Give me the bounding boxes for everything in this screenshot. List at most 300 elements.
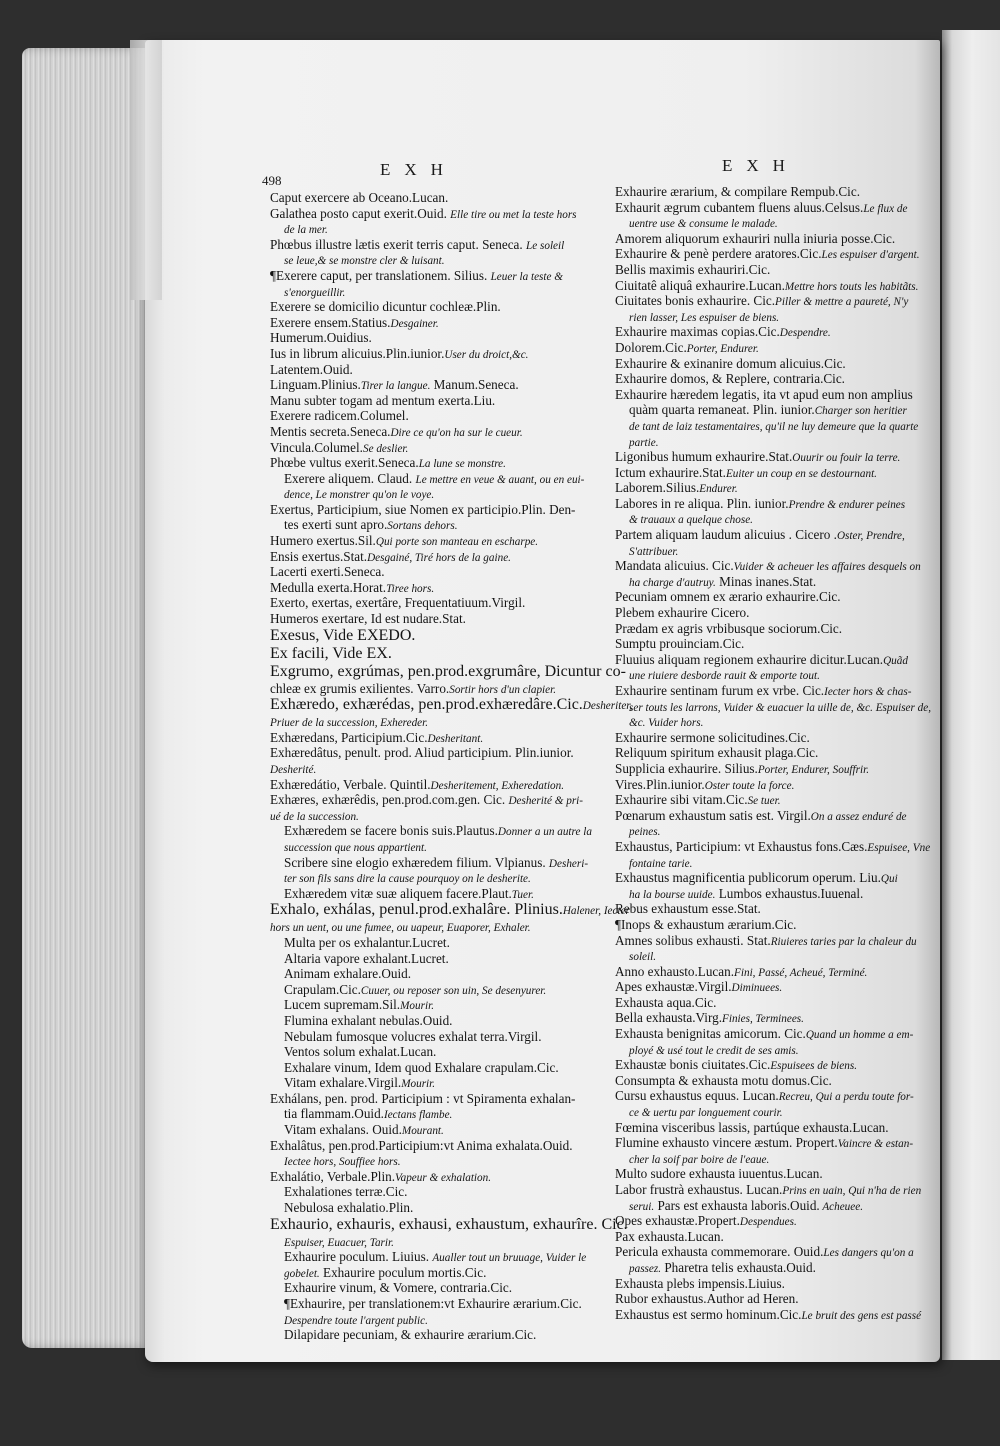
latin-text: Fœmina visceribus lassis, partúque exhausta.Lucan.: [615, 1119, 889, 1135]
latin-text: Exhæres, exhærêdis, pen.prod.com.gen. Cic.: [270, 792, 509, 808]
french-gloss: Le bruit des gens est passé: [801, 1309, 922, 1322]
french-gloss: Riuieres taries par la chaleur du: [770, 935, 917, 948]
dictionary-line: [615, 839, 935, 855]
latin-text: Nebulosa exhalatio.Plin.: [284, 1200, 414, 1216]
french-gloss: Prendre & endurer peines: [788, 498, 906, 511]
dictionary-line: [270, 1013, 610, 1029]
french-gloss: Endurer.: [699, 483, 738, 496]
dictionary-line: [615, 231, 935, 247]
page-number: 498: [262, 173, 282, 188]
french-gloss: de la mer.: [284, 224, 328, 237]
latin-text: Ciuitatê aliquâ exhaurire.Lucan.: [615, 277, 785, 293]
latin-text: Exertus, Participium, siue Nomen ex participio.Plin. Den-: [270, 501, 576, 517]
latin-text: Exhaurire domos, & Replere, contraria.Cic.: [615, 371, 845, 387]
dictionary-line: [615, 1276, 935, 1292]
dictionary-line: [615, 808, 935, 824]
dictionary-line: [270, 1029, 610, 1045]
dictionary-line: [615, 1120, 935, 1136]
dictionary-line: [615, 246, 935, 262]
latin-text: Lumbos exhaustus.Iuuenal.: [715, 885, 864, 901]
dictionary-line: [615, 262, 935, 278]
dictionary-line: [270, 1060, 610, 1076]
latin-text: Exhaurire poculum. Liuius.: [284, 1249, 433, 1265]
dictionary-line: [615, 621, 935, 637]
french-gloss: Desherité & pri-: [508, 795, 584, 808]
french-gloss: passez.: [629, 1262, 662, 1275]
latin-text: Rebus exhaustum esse.Stat.: [615, 901, 761, 917]
french-gloss: Les espuiser d'argent.: [821, 249, 920, 262]
latin-text: ¶Exhaurire, per translationem:vt Exhaurire ærarium.Cic.: [284, 1296, 582, 1311]
latin-text: Dolorem.Cic.: [615, 339, 687, 355]
french-gloss: Vapeur & exhalation.: [395, 1171, 492, 1184]
dictionary-line: [615, 652, 935, 668]
latin-text: Fluuius aliquam regionem exhaurire dicitur.Lucan.: [615, 651, 884, 667]
latin-text: Flumine exhausto vincere æstum. Propert.: [615, 1135, 838, 1151]
dictionary-line: [615, 402, 935, 418]
latin-text: Exhaurire & penè perdere aratores.Cic.: [615, 246, 822, 262]
dictionary-line: [270, 1153, 610, 1169]
dictionary-line: [615, 1260, 935, 1276]
latin-text: Exhæredem se facere bonis suis.Plautus.: [284, 823, 498, 839]
dictionary-line: [615, 387, 935, 403]
latin-text: Exhaurire maximas copias.Cic.: [615, 324, 780, 340]
french-gloss: ce & uertu par longuement courir.: [629, 1107, 783, 1120]
dictionary-line: [270, 564, 610, 580]
latin-text: Pœnarum exhaustum satis est. Virgil.: [615, 807, 811, 823]
latin-text: Pharetra telis exhausta.Ouid.: [661, 1259, 816, 1275]
dictionary-line: [615, 1213, 935, 1229]
dictionary-line: [615, 200, 935, 216]
latin-text: Crapulam.Cic.: [284, 981, 361, 997]
french-gloss: Vaincre & estan-: [837, 1138, 914, 1151]
french-gloss: ser touts les larrons, Vuider & euacuer la uille de, &c. Espuiser de,: [629, 701, 932, 714]
dictionary-line: [270, 611, 610, 627]
latin-text: Caput exercere ab Oceano.Lucan.: [270, 190, 449, 205]
dictionary-line: [615, 543, 935, 559]
french-gloss: ployé & usé tout le credit de ses amis.: [629, 1044, 799, 1057]
latin-text: Opes exhaustæ.Propert.: [615, 1213, 740, 1229]
latin-text: Exhæredâtus, penult. prod. Aliud participium. Plin.iunior.: [270, 745, 574, 761]
french-gloss: Oster, Prendre,: [836, 530, 905, 543]
french-gloss: Le soleil: [526, 239, 565, 252]
dictionary-line: [270, 190, 610, 206]
dictionary-line: [270, 901, 630, 919]
french-gloss: gobelet.: [284, 1267, 320, 1280]
latin-text: Humerum.Ouidius.: [270, 330, 372, 346]
latin-text: Exhausta benignitas amicorum. Cic.: [615, 1026, 806, 1042]
latin-text: Exhaurire sentinam furum ex vrbe. Cic.: [615, 683, 825, 698]
dictionary-line: [270, 997, 610, 1013]
latin-text: Exhaurire sibi vitam.Cic.: [615, 792, 748, 808]
dictionary-line: [615, 1151, 935, 1167]
latin-text: Altaria vapore exhalant.Lucret.: [284, 950, 449, 966]
dictionary-line: [615, 496, 935, 512]
french-gloss: Charger son heritier: [814, 405, 907, 418]
french-gloss: Tuer.: [511, 888, 534, 901]
french-gloss: fontaine tarie.: [629, 857, 693, 870]
french-gloss: serui.: [629, 1200, 655, 1213]
latin-text: Exhaurit ægrum cubantem fluens aluus.Celsus.: [615, 199, 864, 215]
latin-text: Humeros exertare, Id est nudare.Stat.: [270, 611, 466, 627]
french-gloss: Piller & mettre a paureté, N'y: [775, 296, 909, 309]
latin-text: Partem aliquam laudum alicuius . Cicero .: [615, 527, 837, 543]
latin-text: Consumpta & exhausta motu domus.Cic.: [615, 1072, 832, 1088]
latin-text: Phœbe vultus exerit.Seneca.: [270, 455, 419, 471]
latin-text: Scribere sine elogio exhæredem filium. Vlpianus.: [284, 854, 549, 870]
dictionary-line: [270, 1138, 610, 1154]
dictionary-line: [615, 605, 935, 621]
dictionary-line: [615, 901, 935, 917]
latin-text: Labores in re aliqua. Plin. iunior.: [615, 495, 789, 511]
dictionary-line: [615, 184, 935, 200]
latin-text: Exerto, exertas, exertâre, Frequentatiuum.Virgil.: [270, 595, 526, 611]
french-gloss: succession que nous appartient.: [284, 841, 427, 854]
dictionary-line: [270, 1312, 610, 1328]
dictionary-line: [270, 808, 610, 824]
french-gloss: Oster toute la force.: [704, 779, 795, 792]
latin-text: Exhalátio, Verbale.Plin.: [270, 1168, 396, 1184]
latin-text: Humero exertus.Sil.: [270, 533, 376, 549]
dictionary-line: [270, 1106, 610, 1122]
dictionary-line: [270, 362, 610, 378]
latin-text: Exhalare vinum, Idem quod Exhalare crapulam.Cic.: [284, 1059, 559, 1075]
dictionary-line: [615, 699, 935, 715]
latin-text: Exhæredem vitæ suæ aliquem facere.Plaut.: [284, 885, 512, 901]
latin-text: Prædam ex agris vrbibusque sociorum.Cic.: [615, 620, 843, 636]
dictionary-line: [615, 1244, 935, 1260]
latin-text: Exerere se domicilio dicuntur cochleæ.Plin.: [270, 299, 501, 315]
latin-text: Galathea posto caput exerit.Ouid.: [270, 205, 451, 221]
latin-text: Linguam.Plinius.: [270, 377, 361, 393]
french-gloss: S'attribuer.: [629, 545, 679, 558]
latin-text: Exhaurire vinum, & Vomere, contraria.Cic.: [284, 1280, 513, 1296]
french-gloss: Desgainer.: [390, 317, 439, 330]
latin-text: Exhæredo, exhærédas, pen.prod.exhæredâre.Cic.: [270, 696, 583, 714]
dictionary-line: [615, 1088, 935, 1104]
french-gloss: Porter, Endurer.: [686, 342, 759, 355]
french-gloss: Le flux de: [863, 202, 908, 215]
dictionary-line: [270, 299, 610, 315]
dictionary-line: [615, 324, 935, 340]
latin-text: Exhaurire & exinanire domum alicuius.Cic.: [615, 355, 846, 371]
dictionary-line: [615, 215, 935, 231]
dictionary-line: [615, 948, 935, 964]
dictionary-line: [615, 340, 935, 356]
dictionary-line: [270, 237, 610, 253]
repair-tape: [130, 40, 162, 300]
french-gloss: Desgainé, Tiré hors de la gaine.: [367, 551, 511, 564]
dictionary-line: [615, 1291, 935, 1307]
french-gloss: Le mettre en veue & auant, ou en eui-: [415, 473, 585, 486]
dictionary-line: [270, 645, 610, 663]
dictionary-line: [615, 683, 935, 699]
latin-text: Flumina exhalant nebulas.Ouid.: [284, 1012, 453, 1028]
latin-text: Exhalo, exhálas, penul.prod.exhalâre. Plinius.: [270, 901, 563, 919]
latin-text: Exhæredátio, Verbale. Quintil.: [270, 776, 431, 792]
latin-text: Exhaurio, exhauris, exhausi, exhaustum, exhaurîre. Cic.: [270, 1215, 628, 1233]
latin-text: tia flammam.Ouid.: [284, 1106, 384, 1122]
latin-text: Exhaustus magnificentia publicorum operum. Liu.: [615, 870, 881, 886]
latin-text: Exerere radicem.Columel.: [270, 408, 409, 424]
french-gloss: Aualler tout un bruuage, Vuider le: [432, 1252, 587, 1265]
dictionary-line: [270, 393, 610, 409]
dictionary-line: [615, 1104, 935, 1120]
latin-text: Medulla exerta.Horat.: [270, 579, 387, 595]
latin-text: Labor frustrà exhaustus. Lucan.: [615, 1182, 783, 1197]
dictionary-line: [270, 870, 610, 886]
dictionary-line: [615, 667, 935, 683]
dictionary-line: [270, 935, 610, 951]
latin-text: Apes exhaustæ.Virgil.: [615, 979, 732, 995]
french-gloss: Halener, Iecter: [562, 905, 630, 918]
latin-text: Exerere aliquem. Claud.: [284, 470, 416, 486]
french-gloss: Iectans flambe.: [383, 1109, 453, 1122]
french-gloss: Tirer la langue.: [360, 380, 431, 393]
dictionary-line: [270, 662, 626, 681]
latin-text: Pecuniam omnem ex ærario exhaurire.Cic.: [615, 589, 841, 605]
dictionary-line: [615, 449, 935, 465]
dictionary-line: [615, 480, 935, 496]
dictionary-line: [615, 636, 935, 652]
french-gloss: Se tuer.: [747, 795, 781, 808]
latin-text: Pax exhausta.Lucan.: [615, 1228, 724, 1244]
latin-text: Exhausta plebs impensis.Liuius.: [615, 1275, 785, 1291]
dictionary-line: [270, 1091, 610, 1107]
french-gloss: Desheri-: [548, 857, 589, 870]
latin-text: Laborem.Silius.: [615, 480, 700, 496]
dictionary-line: [270, 1184, 610, 1200]
french-gloss: Desherité.: [270, 764, 317, 776]
latin-text: Pericula exhausta commemorare. Ouid.: [615, 1244, 824, 1260]
latin-text: Multo sudore exhausta iuuentus.Lucan.: [615, 1166, 823, 1182]
french-gloss: Acheuee.: [819, 1200, 863, 1213]
french-gloss: Mourir.: [400, 1000, 434, 1013]
french-gloss: Espuisee, Vne: [867, 841, 931, 854]
latin-text: ¶Exerere caput, per translationem. Silius.: [270, 267, 491, 283]
dictionary-line: [270, 580, 610, 596]
dictionary-line: [615, 418, 935, 434]
facing-page: [942, 30, 1000, 1360]
latin-text: Vitam exhalans. Ouid.: [284, 1122, 402, 1138]
french-gloss: uentre use & consume le malade.: [629, 218, 778, 231]
dictionary-line: [615, 293, 935, 309]
dictionary-line: [270, 1215, 628, 1234]
dictionary-line: [615, 278, 935, 294]
dictionary-line: [615, 527, 935, 543]
french-gloss: Cuuer, ou reposer son uin, Se desenyurer.: [360, 984, 547, 997]
latin-text: Dilapidare pecuniam, & exhaurire ærarium.Cic.: [284, 1327, 537, 1343]
latin-text: Exhálans, pen. prod. Participium : vt Spiramenta exhalan-: [270, 1090, 576, 1106]
latin-text: Minas inanes.Stat.: [715, 573, 817, 589]
latin-text: Exhausta aqua.Cic.: [615, 994, 717, 1010]
dictionary-line: [270, 517, 610, 533]
dictionary-line: [615, 1182, 935, 1198]
latin-text: ¶Inops & exhaustum ærarium.Cic.: [615, 916, 797, 932]
dictionary-line: [270, 627, 610, 645]
dictionary-line: [615, 730, 935, 746]
dictionary-line: [615, 792, 935, 808]
dictionary-line: [615, 917, 935, 933]
french-gloss: cher la soif par boire de l'eaue.: [629, 1153, 770, 1166]
dictionary-line: [615, 309, 935, 325]
dictionary-line: [615, 1026, 935, 1042]
dictionary-line: [615, 371, 935, 387]
latin-text: Sumptu prouinciam.Cic.: [615, 636, 745, 652]
dictionary-line: [615, 855, 935, 871]
latin-text: tes exerti sunt apro.: [284, 517, 388, 533]
latin-text: Plebem exhaurire Cicero.: [615, 605, 750, 621]
french-gloss: Mourir.: [401, 1078, 436, 1091]
dictionary-line: [615, 1166, 935, 1182]
french-gloss: Donner a un autre la: [497, 826, 592, 839]
latin-text: Manu subter togam ad mentum exerta.Liu.: [270, 392, 496, 408]
dictionary-line: [615, 886, 935, 902]
french-gloss: ha la bourse uuide.: [629, 888, 716, 901]
latin-text: Reliquum spiritum exhausit plaga.Cic.: [615, 745, 819, 761]
latin-text: Exhaurire ærarium, & compilare Rempub.Cic.: [615, 184, 860, 199]
dictionary-line: [270, 486, 610, 502]
french-gloss: & trauaux a quelque chose.: [629, 514, 753, 527]
french-gloss: Finies, Terminees.: [722, 1013, 804, 1026]
dictionary-line: [615, 761, 935, 777]
dictionary-line: [270, 681, 610, 697]
french-gloss: Vuider & acheuer les affaires desquels on: [733, 561, 921, 574]
latin-text: Amnes solibus exhausti. Stat.: [615, 932, 771, 948]
french-gloss: Diminuees.: [731, 982, 783, 995]
french-gloss: User du droict,&c.: [444, 348, 529, 361]
dictionary-line: [615, 1073, 935, 1089]
dictionary-line: [270, 951, 610, 967]
latin-text: Exhaurire hæredem legatis, ita vt apud eum non amplius: [615, 386, 913, 402]
dictionary-line: [615, 1010, 935, 1026]
french-gloss: Se deslier.: [362, 442, 409, 455]
french-gloss: s'enorgueillir.: [284, 286, 346, 299]
french-gloss: Elle tire ou met la teste hors: [450, 208, 577, 221]
latin-text: Exhæredans, Participium.Cic.: [270, 729, 428, 745]
latin-text: Ictum exhaurire.Stat.: [615, 464, 726, 480]
dictionary-line: [270, 714, 610, 730]
french-gloss: partie.: [629, 436, 659, 449]
latin-text: Ex facili, Vide EX.: [270, 644, 392, 662]
right-running-head: EXH: [722, 156, 799, 175]
dictionary-line: [270, 315, 610, 331]
french-gloss: peines.: [629, 826, 661, 839]
french-gloss: On a assez enduré de: [810, 810, 907, 823]
dictionary-line: [270, 549, 610, 565]
dictionary-line: [270, 792, 610, 808]
dictionary-line: [615, 1229, 935, 1245]
dictionary-line: [270, 1075, 610, 1091]
dictionary-line: [615, 964, 935, 980]
dictionary-line: [615, 574, 935, 590]
dictionary-line: [270, 533, 610, 549]
french-gloss: Sortans dehors.: [387, 520, 458, 533]
latin-text: Exhalationes terræ.Cic.: [284, 1184, 408, 1200]
dictionary-line: [270, 1296, 610, 1312]
latin-text: Multa per os exhalantur.Lucret.: [284, 934, 450, 950]
dictionary-line: [270, 377, 610, 393]
latin-text: Rubor exhaustus.Author ad Heren.: [615, 1291, 799, 1307]
french-gloss: Espuiser, Euacuer, Tarir.: [284, 1236, 394, 1249]
dictionary-line: [270, 440, 610, 456]
latin-text: Exhaustus est sermo hominum.Cic.: [615, 1306, 802, 1322]
latin-text: Ventos solum exhalat.Lucan.: [284, 1044, 437, 1060]
french-gloss: Porter, Endurer, Souffrir.: [757, 763, 869, 776]
dictionary-line: [270, 745, 610, 761]
dictionary-line: [270, 696, 633, 714]
latin-text: Animam exhalare.Ouid.: [284, 966, 412, 982]
dictionary-line: [270, 1280, 610, 1296]
latin-text: Mentis secreta.Seneca.: [270, 423, 391, 439]
dictionary-line: [270, 886, 610, 902]
latin-text: Lacerti exerti.Seneca.: [270, 564, 385, 580]
french-gloss: Qui: [880, 873, 898, 886]
latin-text: Manum.Seneca.: [430, 377, 519, 393]
latin-text: Cursu exhaustus equus. Lucan.: [615, 1088, 779, 1104]
french-gloss: Mourant.: [401, 1125, 444, 1138]
dictionary-line: [270, 252, 610, 268]
dictionary-line: [270, 777, 610, 793]
french-gloss: Recreu, Qui a perdu toute for-: [778, 1091, 914, 1104]
dictionary-line: [270, 966, 610, 982]
french-gloss: Sortir hors d'un clapier.: [449, 683, 557, 696]
french-gloss: Desheritement, Exheredation.: [430, 779, 565, 792]
french-gloss: Despendre toute l'argent public.: [284, 1314, 428, 1327]
left-running-head: EXH: [380, 160, 457, 179]
dictionary-line: [615, 1057, 935, 1073]
french-gloss: se leue,& se monstre cler & luisant.: [284, 255, 445, 268]
dictionary-line: [270, 346, 610, 362]
french-gloss: soleil.: [629, 951, 657, 964]
french-gloss: Despendues.: [739, 1216, 797, 1229]
latin-text: Exerere ensem.Statius.: [270, 314, 391, 330]
latin-text: Exhaurire sermone solicitudines.Cic.: [615, 729, 810, 745]
dictionary-line: [615, 979, 935, 995]
dictionary-line: [615, 356, 935, 372]
dictionary-line: [270, 1122, 610, 1138]
dictionary-line: [270, 919, 610, 935]
french-gloss: Euiter un coup en se destournant.: [725, 467, 877, 480]
dictionary-line: [270, 284, 610, 300]
french-gloss: Despendre.: [779, 327, 831, 340]
french-gloss: Desheritant.: [427, 732, 484, 745]
french-gloss: Dire ce qu'on ha sur le cueur.: [390, 426, 523, 439]
french-gloss: Fini, Passé, Acheué, Terminé.: [734, 966, 868, 979]
latin-text: Exhaurire poculum mortis.Cic.: [319, 1264, 487, 1280]
latin-text: Phœbus illustre lætis exerit terris caput. Seneca.: [270, 236, 527, 252]
latin-text: Amorem aliquorum exhauriri nulla iniuria posse.Cic.: [615, 230, 896, 246]
french-gloss: Prins en uain, Qui n'ha de rien: [782, 1185, 922, 1197]
french-gloss: Espuisees de biens.: [770, 1060, 857, 1073]
dictionary-line: [615, 1198, 935, 1214]
latin-text: Supplicia exhaurire. Silius.: [615, 760, 758, 776]
dictionary-line: [270, 1200, 610, 1216]
dictionary-line: [615, 933, 935, 949]
dictionary-line: [270, 1249, 610, 1265]
dictionary-line: [270, 761, 610, 777]
french-gloss: Leuer la teste &: [490, 270, 563, 283]
latin-text: Bella exhausta.Virg.: [615, 1010, 722, 1026]
latin-text: Exhaustæ bonis ciuitates.Cic.: [615, 1057, 771, 1073]
dictionary-line: [270, 221, 610, 237]
french-gloss: dence, Le monstrer qu'on le voye.: [284, 489, 435, 502]
dictionary-line: [270, 455, 610, 471]
dictionary-line: [270, 730, 610, 746]
right-column: [615, 184, 935, 1322]
french-gloss: Priuer de la succession, Exhereder.: [270, 717, 429, 730]
french-gloss: Les dangers qu'on a: [823, 1247, 914, 1260]
latin-text: Exhalâtus, pen.prod.Participium:vt Anima exhalata.Ouid.: [270, 1137, 573, 1153]
